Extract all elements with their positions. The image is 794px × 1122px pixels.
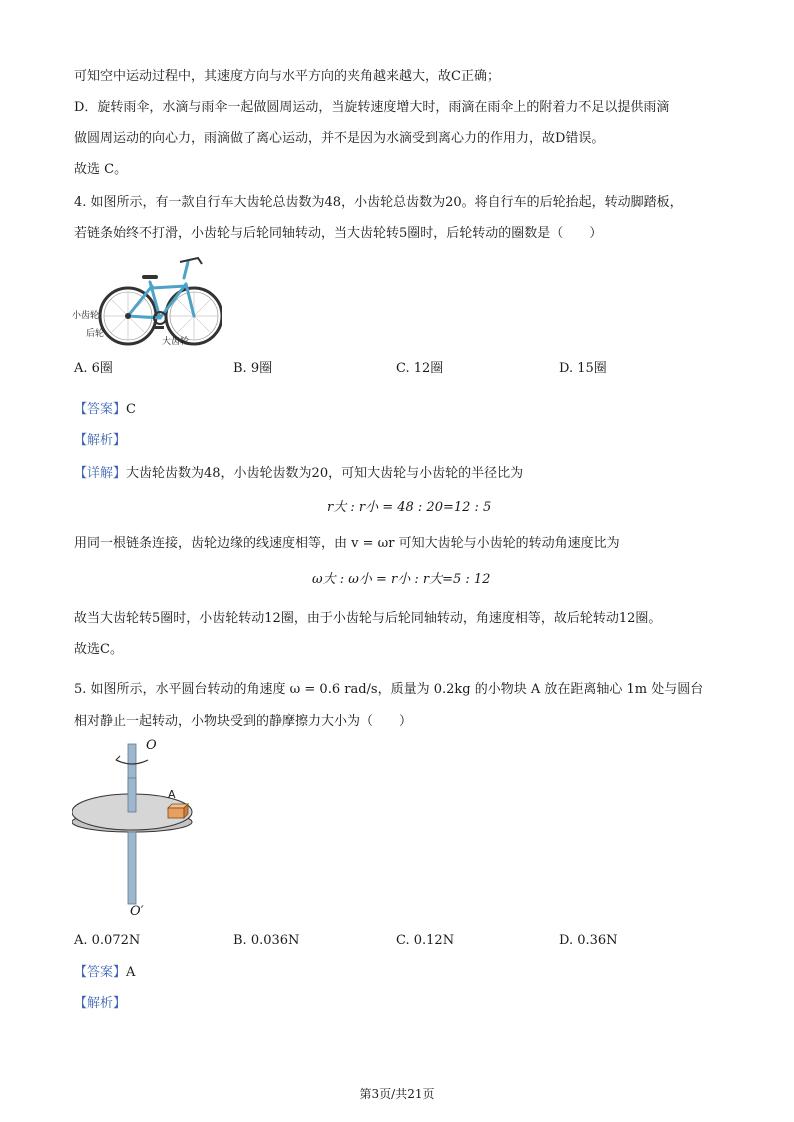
text-line: 可知空中运动过程中，其速度方向与水平方向的夹角越来越大，故C正确； bbox=[74, 69, 500, 84]
answer-value: C bbox=[126, 402, 136, 417]
small-gear-label: 小齿轮 bbox=[72, 311, 100, 321]
detail-tag: 【详解】 bbox=[74, 466, 127, 481]
q4-detail2: 用同一根链条连接，齿轮边缘的线速度相等，由 v = ωr 可知大齿轮与小齿轮的转动角速度比为 bbox=[74, 536, 620, 551]
q5-stem-line1: 5. 如图所示，水平圆台转动的角速度 ω = 0.6 rad/s，质量为 0.2kg 的小物块 A 放在距离轴心 1m 处与圆台 bbox=[74, 682, 704, 697]
q5-option-c: C. 0.12N bbox=[396, 933, 455, 948]
q4-formula2: ω大 : ω小 = r小 : r大=5 : 12 bbox=[312, 572, 491, 587]
q5-option-a: A. 0.072N bbox=[74, 933, 141, 948]
axis-label-top: O bbox=[146, 738, 157, 753]
q5-option-d: D. 0.36N bbox=[559, 933, 618, 948]
block-label: A bbox=[168, 788, 176, 801]
answer-tag: 【答案】 bbox=[74, 402, 127, 417]
answer-value: A bbox=[126, 965, 136, 980]
q5-analysis-tag: 【解析】 bbox=[74, 996, 127, 1011]
text-line: D．旋转雨伞，水滴与雨伞一起做圆周运动，当旋转速度增大时，雨滴在雨伞上的附着力不足以提供雨滴 bbox=[74, 100, 670, 115]
q4-stem-line1: 4. 如图所示，有一款自行车大齿轮总齿数为48，小齿轮总齿数为20。将自行车的后轮抬起，转动脚踏板， bbox=[74, 195, 683, 210]
q4-option-c: C. 12圈 bbox=[396, 361, 444, 376]
answer-tag: 【答案】 bbox=[74, 965, 127, 980]
turntable-icon bbox=[72, 738, 212, 922]
detail-text: 大齿轮齿数为48，小齿轮齿数为20，可知大齿轮与小齿轮的半径比为 bbox=[126, 466, 524, 481]
q4-detail1 bbox=[74, 465, 523, 483]
q4-option-d: D. 15圈 bbox=[559, 361, 607, 376]
q5-option-b: B. 0.036N bbox=[233, 933, 300, 948]
q4-analysis-tag: 【解析】 bbox=[74, 433, 127, 448]
q4-option-b: B. 9圈 bbox=[233, 361, 273, 376]
q4-formula1: r大 : r小 = 48 : 20=12 : 5 bbox=[327, 500, 492, 515]
big-gear-label: 大齿轮 bbox=[162, 337, 190, 347]
q4-stem-line2: 若链条始终不打滑，小齿轮与后轮同轴转动，当大齿轮转5圈时，后轮转动的圈数是（ ） bbox=[74, 226, 603, 241]
q4-detail3: 故当大齿轮转5圈时，小齿轮转动12圈，由于小齿轮与后轮同轴转动，角速度相等，故后轮转动12圈。 bbox=[74, 611, 662, 626]
rear-wheel-label: 后轮 bbox=[86, 329, 105, 339]
turntable-figure bbox=[72, 738, 212, 922]
page-footer: 第3页/共21页 bbox=[359, 1087, 435, 1101]
q5-stem-line2: 相对静止一起转动，小物块受到的静摩擦力大小为（ ） bbox=[74, 714, 413, 729]
q4-option-a: A. 6圈 bbox=[74, 361, 113, 376]
text-line: 做圆周运动的向心力，雨滴做了离心运动，并不是因为水滴受到离心力的作用力，故D错误。 bbox=[74, 131, 605, 146]
bicycle-figure bbox=[72, 248, 222, 348]
q4-answer bbox=[74, 401, 136, 419]
q4-conclusion: 故选C。 bbox=[74, 642, 123, 657]
q5-answer bbox=[74, 964, 135, 982]
axis-label-bottom: O′ bbox=[130, 904, 144, 919]
text-line: 故选 C。 bbox=[74, 162, 128, 177]
